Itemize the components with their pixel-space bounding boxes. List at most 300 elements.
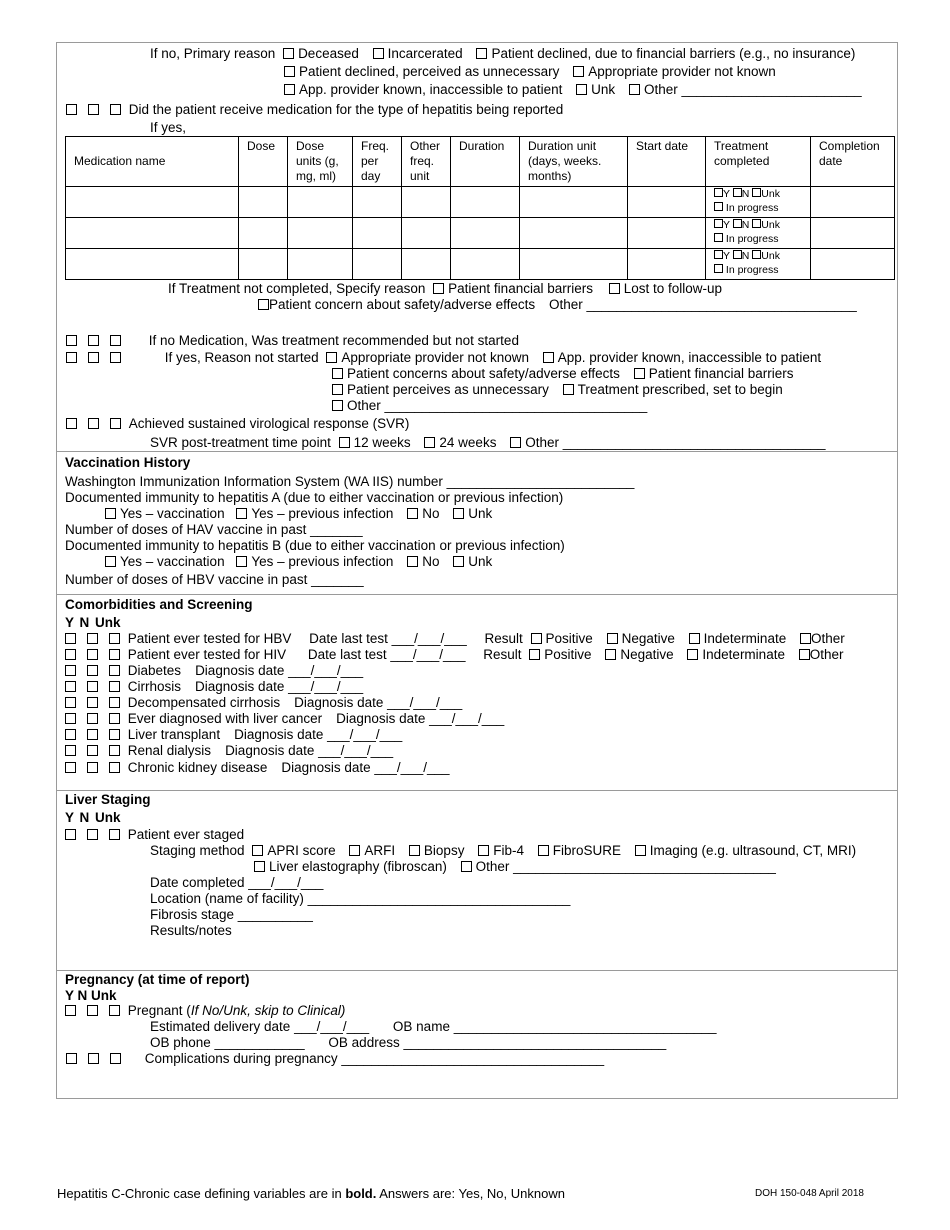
completed-unk-checkbox[interactable]: [752, 188, 761, 197]
table-cell[interactable]: [520, 218, 628, 249]
yes-checkbox[interactable]: [65, 633, 76, 644]
svr-12-weeks-checkbox[interactable]: [339, 437, 350, 448]
ever-staged-row: [65, 827, 244, 843]
staging-other-field[interactable]: Other ___________________________________: [475, 859, 776, 874]
biopsy-label: Biopsy: [423, 843, 465, 858]
svr-24-weeks-label: 24 weeks: [439, 435, 497, 450]
biopsy-checkbox[interactable]: [409, 845, 420, 856]
column-header: Dose units (g, mg, ml): [288, 137, 353, 187]
yes-checkbox[interactable]: [65, 745, 76, 756]
primary-reason-row-2: [284, 64, 776, 80]
no-checkbox[interactable]: [87, 762, 98, 773]
condition-row: [65, 727, 402, 743]
medication-question-row: [66, 102, 563, 118]
declined-financial-checkbox[interactable]: [476, 48, 487, 59]
in-progress-checkbox[interactable]: [714, 233, 723, 242]
yes-checkbox[interactable]: [66, 352, 77, 363]
pregnant-label: Pregnant (: [127, 1003, 191, 1018]
elastography-label: Liver elastography (fibroscan): [269, 859, 447, 874]
column-header: Dose: [239, 137, 288, 187]
ob-name-field[interactable]: OB name ___________________________________: [392, 1019, 717, 1034]
footer-note: [57, 1186, 565, 1201]
rns-other-checkbox[interactable]: [332, 400, 343, 411]
table-cell[interactable]: [288, 187, 353, 218]
condition-label: Liver transplant: [127, 727, 221, 742]
hepa-yes-vaccination-checkbox[interactable]: [105, 508, 116, 519]
ever-staged-label: Patient ever staged: [127, 827, 245, 842]
completed-n-checkbox[interactable]: [733, 250, 742, 259]
deceased-checkbox[interactable]: [283, 48, 294, 59]
provider-not-known-checkbox[interactable]: [573, 66, 584, 77]
no-medication-row: [66, 333, 519, 349]
medication-cell[interactable]: [66, 187, 239, 218]
negative-label: Negative: [621, 631, 675, 646]
negative-label: Negative: [620, 647, 674, 662]
hepb-immunity-question: Documented immunity to hepatitis B (due to either vaccination or previous infection): [65, 538, 565, 553]
unk-checkbox[interactable]: [109, 762, 120, 773]
yes-checkbox[interactable]: [66, 335, 77, 346]
svr-time-row: [150, 435, 826, 451]
elastography-checkbox[interactable]: [254, 861, 265, 872]
hepb-immunity-options: [105, 554, 492, 570]
hiv-indeterminate-checkbox[interactable]: [687, 649, 698, 660]
yes-checkbox[interactable]: [65, 762, 76, 773]
lost-follow-up-label: Lost to follow-up: [623, 281, 723, 296]
results-notes-label: Results/notes: [150, 923, 232, 938]
y-label: Y: [723, 219, 730, 231]
condition-label: Decompensated cirrhosis: [127, 695, 281, 710]
reason-not-started-row-2: [332, 366, 794, 382]
svr-other-checkbox[interactable]: [510, 437, 521, 448]
diagnosis-date-field[interactable]: Diagnosis date ___/___/___: [294, 695, 463, 710]
rns-unnecessary-checkbox[interactable]: [332, 384, 343, 395]
no-checkbox[interactable]: [88, 104, 99, 115]
reason-not-started-row: [66, 350, 821, 366]
hiv-other-checkbox[interactable]: [799, 649, 810, 660]
unk-checkbox[interactable]: [109, 745, 120, 756]
hbv-test-row: [65, 631, 845, 647]
rns-safety-checkbox[interactable]: [332, 368, 343, 379]
table-cell[interactable]: [451, 218, 520, 249]
column-header: Duration: [451, 137, 520, 187]
imaging-label: Imaging (e.g. ultrasound, CT, MRI): [649, 843, 857, 858]
in-progress-checkbox[interactable]: [714, 202, 723, 211]
column-header: Freq. per day: [353, 137, 402, 187]
imaging-checkbox[interactable]: [635, 845, 646, 856]
yes-infection-label: Yes – previous infection: [251, 506, 394, 521]
staging-method-row-2: [254, 859, 776, 875]
rns-safety-label: Patient concerns about safety/adverse effects: [347, 366, 620, 381]
table-cell[interactable]: [402, 218, 451, 249]
incarcerated-label: Incarcerated: [387, 46, 463, 61]
delivery-row: [150, 1019, 716, 1035]
svr-question: Achieved sustained virological response (SVR): [128, 416, 410, 431]
rns-provider-inaccessible-checkbox[interactable]: [543, 352, 554, 363]
no-label: No: [422, 506, 440, 521]
primary-other-label[interactable]: Other ________________________: [643, 82, 862, 97]
rns-financial-label: Patient financial barriers: [648, 366, 794, 381]
unk-label: Unk: [468, 506, 493, 521]
completed-y-checkbox[interactable]: [714, 219, 723, 228]
liver-staging-title: Liver Staging: [65, 792, 151, 807]
section-divider: [56, 790, 898, 791]
yes-checkbox[interactable]: [65, 729, 76, 740]
diagnosis-date-field[interactable]: Diagnosis date ___/___/___: [234, 727, 403, 742]
unk-checkbox[interactable]: [110, 104, 121, 115]
safety-concern-label: Patient concern about safety/adverse effects: [269, 297, 536, 312]
table-cell[interactable]: [451, 187, 520, 218]
section-divider: [56, 970, 898, 971]
column-header: Duration unit (days, weeks. months): [520, 137, 628, 187]
no-checkbox[interactable]: [88, 335, 99, 346]
footer-note-bold: bold.: [345, 1186, 377, 1201]
table-cell[interactable]: [353, 218, 402, 249]
unk-checkbox[interactable]: [109, 697, 120, 708]
unk-label: Unk: [761, 219, 780, 231]
table-cell[interactable]: [288, 218, 353, 249]
unk-checkbox[interactable]: [109, 1005, 120, 1016]
indeterminate-label: Indeterminate: [703, 631, 787, 646]
table-cell[interactable]: [451, 249, 520, 280]
table-cell[interactable]: [353, 249, 402, 280]
no-checkbox[interactable]: [88, 418, 99, 429]
no-checkbox[interactable]: [88, 352, 99, 363]
hbv-positive-checkbox[interactable]: [531, 633, 542, 644]
table-cell[interactable]: [811, 218, 895, 249]
condition-row: [65, 679, 363, 695]
fibrosure-label: FibroSURE: [552, 843, 622, 858]
unk-checkbox[interactable]: [109, 681, 120, 692]
footer-note-answers: Answers are: Yes, No, Unknown: [376, 1186, 565, 1201]
hepa-immunity-options: [105, 506, 492, 522]
rns-other-field[interactable]: Other ___________________________________: [347, 398, 648, 413]
table-cell[interactable]: [520, 249, 628, 280]
primary-unk-label: Unk: [591, 82, 616, 97]
table-cell[interactable]: [628, 187, 706, 218]
no-medication-question: If no Medication, Was treatment recommended but not started: [148, 333, 519, 348]
not-completed-row: [168, 281, 722, 297]
arfi-label: ARFI: [364, 843, 396, 858]
diagnosis-date-field[interactable]: Diagnosis date ___/___/___: [225, 743, 394, 758]
hepb-yes-vaccination-checkbox[interactable]: [105, 556, 116, 567]
unk-checkbox[interactable]: [109, 829, 120, 840]
apri-checkbox[interactable]: [252, 845, 263, 856]
date-completed-field[interactable]: Date completed ___/___/___: [150, 875, 324, 890]
pregnancy-title: Pregnancy (at time of report): [65, 972, 250, 987]
column-header: Treatment completed: [706, 137, 811, 187]
yes-checkbox[interactable]: [66, 418, 77, 429]
yes-checkbox[interactable]: [65, 665, 76, 676]
delivery-date-field[interactable]: Estimated delivery date ___/___/___: [150, 1019, 370, 1034]
column-header: Completion date: [811, 137, 895, 187]
financial-barriers-label: Patient financial barriers: [448, 281, 593, 296]
table-cell[interactable]: [288, 249, 353, 280]
vaccination-title: Vaccination History: [65, 455, 191, 470]
medication-table: [65, 136, 895, 280]
yes-infection-label: Yes – previous infection: [251, 554, 394, 569]
condition-row: [65, 711, 504, 727]
not-completed-row-2: [258, 297, 857, 313]
svr-time-label: SVR post-treatment time point: [150, 435, 331, 450]
safety-concern-checkbox[interactable]: [258, 299, 269, 310]
column-header: Other freq. unit: [402, 137, 451, 187]
diagnosis-date-field[interactable]: Diagnosis date ___/___/___: [195, 679, 364, 694]
no-checkbox[interactable]: [87, 649, 98, 660]
condition-row: [65, 695, 462, 711]
no-checkbox[interactable]: [87, 633, 98, 644]
hiv-test-label: Patient ever tested for HIV: [127, 647, 287, 662]
hiv-negative-checkbox[interactable]: [605, 649, 616, 660]
in-progress-checkbox[interactable]: [714, 264, 723, 273]
ob-contact-row: [150, 1035, 666, 1051]
no-checkbox[interactable]: [87, 829, 98, 840]
completed-y-checkbox[interactable]: [714, 188, 723, 197]
yes-checkbox[interactable]: [66, 104, 77, 115]
doc-id: DOH 150-048 April 2018: [755, 1188, 864, 1199]
location-field[interactable]: Location (name of facility) ___________________________________: [150, 891, 571, 906]
completed-unk-checkbox[interactable]: [752, 250, 761, 259]
ynu-header: Y N Unk: [65, 988, 117, 1003]
not-completed-other-field[interactable]: Other ____________________________________: [548, 297, 857, 312]
no-checkbox[interactable]: [87, 665, 98, 676]
table-row: [66, 187, 895, 218]
table-cell[interactable]: [811, 249, 895, 280]
reason-not-started-label: If yes, Reason not started: [164, 350, 319, 365]
rns-prescribed-checkbox[interactable]: [563, 384, 574, 395]
diagnosis-date-field[interactable]: Diagnosis date ___/___/___: [336, 711, 505, 726]
completed-y-checkbox[interactable]: [714, 250, 723, 259]
yes-checkbox[interactable]: [65, 681, 76, 692]
unk-checkbox[interactable]: [110, 352, 121, 363]
medication-cell[interactable]: [66, 249, 239, 280]
table-cell[interactable]: [628, 218, 706, 249]
svr-row: [66, 416, 409, 432]
staging-other-checkbox[interactable]: [461, 861, 472, 872]
no-checkbox[interactable]: [87, 713, 98, 724]
unk-checkbox[interactable]: [110, 335, 121, 346]
no-checkbox[interactable]: [87, 745, 98, 756]
financial-barriers-checkbox[interactable]: [433, 283, 444, 294]
table-cell[interactable]: [402, 187, 451, 218]
hbv-test-label: Patient ever tested for HBV: [127, 631, 292, 646]
unk-checkbox[interactable]: [110, 1053, 121, 1064]
yes-checkbox[interactable]: [65, 697, 76, 708]
fib4-checkbox[interactable]: [478, 845, 489, 856]
complications-field[interactable]: Complications during pregnancy ___________________________________: [144, 1051, 605, 1066]
hepa-unk-checkbox[interactable]: [453, 508, 464, 519]
not-completed-label: If Treatment not completed, Specify reason: [168, 281, 426, 296]
reason-not-started-row-4: [332, 398, 647, 414]
table-cell[interactable]: [239, 249, 288, 280]
complications-row: [66, 1051, 604, 1067]
wa-iis-field[interactable]: Washington Immunization Information System (WA IIS) number _________________________: [65, 474, 635, 489]
reason-not-started-row-3: [332, 382, 783, 398]
in-progress-label: In progress: [725, 202, 779, 214]
yes-checkbox[interactable]: [65, 713, 76, 724]
n-label: N: [741, 188, 750, 200]
condition-row: [65, 760, 449, 776]
no-checkbox[interactable]: [88, 1053, 99, 1064]
staging-method-label: Staging method: [150, 843, 245, 858]
condition-row: [65, 743, 393, 759]
primary-unk-checkbox[interactable]: [576, 84, 587, 95]
y-label: Y: [723, 188, 730, 200]
arfi-checkbox[interactable]: [349, 845, 360, 856]
table-cell[interactable]: [628, 249, 706, 280]
hbv-indeterminate-checkbox[interactable]: [689, 633, 700, 644]
yes-vaccination-label: Yes – vaccination: [120, 506, 225, 521]
table-cell[interactable]: [239, 187, 288, 218]
hbv-other-checkbox[interactable]: [800, 633, 811, 644]
table-cell[interactable]: [520, 187, 628, 218]
lost-follow-up-checkbox[interactable]: [609, 283, 620, 294]
svr-12-weeks-label: 12 weeks: [353, 435, 411, 450]
unk-checkbox[interactable]: [110, 418, 121, 429]
condition-label: Renal dialysis: [127, 743, 212, 758]
table-cell[interactable]: [239, 218, 288, 249]
n-label: N: [741, 250, 750, 262]
no-checkbox[interactable]: [87, 697, 98, 708]
unk-label: Unk: [761, 188, 780, 200]
rns-prescribed-label: Treatment prescribed, set to begin: [577, 382, 783, 397]
provider-not-known-label: Appropriate provider not known: [588, 64, 776, 79]
condition-label: Diabetes: [127, 663, 182, 678]
positive-label: Positive: [545, 631, 593, 646]
table-row: [66, 218, 895, 249]
svr-other-field[interactable]: Other ___________________________________: [525, 435, 826, 450]
other-label: Other: [809, 647, 844, 662]
yes-checkbox[interactable]: [65, 1005, 76, 1016]
declined-unnecessary-checkbox[interactable]: [284, 66, 295, 77]
hav-doses-field[interactable]: Number of doses of HAV vaccine in past _______: [65, 522, 363, 537]
yes-vaccination-label: Yes – vaccination: [120, 554, 225, 569]
fibrosure-checkbox[interactable]: [538, 845, 549, 856]
table-cell[interactable]: [811, 187, 895, 218]
section-divider: [56, 594, 898, 595]
indeterminate-label: Indeterminate: [702, 647, 785, 662]
staging-method-row: [150, 843, 856, 859]
no-checkbox[interactable]: [87, 1005, 98, 1016]
provider-inaccessible-checkbox[interactable]: [284, 84, 295, 95]
rns-provider-not-known-label: Appropriate provider not known: [341, 350, 529, 365]
unk-label: Unk: [761, 250, 780, 262]
completed-unk-checkbox[interactable]: [752, 219, 761, 228]
declined-unnecessary-label: Patient declined, perceived as unnecessary: [299, 64, 560, 79]
completed-n-checkbox[interactable]: [733, 219, 742, 228]
fib4-label: Fib-4: [493, 843, 524, 858]
comorbidities-title: Comorbidities and Screening: [65, 597, 253, 612]
rns-provider-not-known-checkbox[interactable]: [326, 352, 337, 363]
hepb-unk-checkbox[interactable]: [453, 556, 464, 567]
unk-label: Unk: [468, 554, 493, 569]
hbv-date-field[interactable]: Date last test ___/___/___: [309, 631, 467, 646]
declined-financial-label: Patient declined, due to financial barriers (e.g., no insurance): [491, 46, 856, 61]
hiv-test-row: [65, 647, 844, 663]
primary-reason-row-3: [284, 82, 862, 98]
treatment-completed-cell: [706, 218, 811, 249]
medication-cell[interactable]: [66, 218, 239, 249]
primary-reason-row: [150, 46, 855, 62]
no-checkbox[interactable]: [87, 681, 98, 692]
unk-checkbox[interactable]: [109, 713, 120, 724]
if-yes-label: If yes,: [150, 120, 187, 135]
no-label: No: [422, 554, 440, 569]
provider-inaccessible-label: App. provider known, inaccessible to patient: [299, 82, 563, 97]
ynu-header: Y N Unk: [65, 810, 121, 825]
hepb-yes-infection-checkbox[interactable]: [236, 556, 247, 567]
no-checkbox[interactable]: [87, 729, 98, 740]
result-label: Result: [483, 647, 522, 662]
ynu-header: Y N Unk: [65, 615, 121, 630]
yes-checkbox[interactable]: [65, 649, 76, 660]
rns-unnecessary-label: Patient perceives as unnecessary: [347, 382, 549, 397]
condition-row: [65, 663, 363, 679]
table-row: [66, 249, 895, 280]
pregnant-row: [65, 1003, 345, 1019]
fibrosis-stage-field[interactable]: Fibrosis stage __________: [150, 907, 313, 922]
in-progress-label: In progress: [725, 264, 779, 276]
in-progress-label: In progress: [725, 233, 779, 245]
rns-financial-checkbox[interactable]: [634, 368, 645, 379]
column-header: Medication name: [66, 137, 239, 187]
condition-label: Chronic kidney disease: [127, 760, 268, 775]
hepb-no-checkbox[interactable]: [407, 556, 418, 567]
unk-checkbox[interactable]: [109, 729, 120, 740]
unk-checkbox[interactable]: [109, 649, 120, 660]
footer-note-text: Hepatitis C-Chronic case defining variables are in: [57, 1186, 346, 1201]
hepa-yes-infection-checkbox[interactable]: [236, 508, 247, 519]
apri-label: APRI score: [267, 843, 336, 858]
deceased-label: Deceased: [298, 46, 359, 61]
medication-question: Did the patient receive medication for the type of hepatitis being reported: [128, 102, 564, 117]
unk-checkbox[interactable]: [109, 633, 120, 644]
rns-provider-inaccessible-label: App. provider known, inaccessible to patient: [557, 350, 822, 365]
pregnant-note: If No/Unk, skip to Clinical): [190, 1003, 346, 1018]
result-label: Result: [484, 631, 523, 646]
hbv-doses-field[interactable]: Number of doses of HBV vaccine in past _______: [65, 572, 364, 587]
positive-label: Positive: [544, 647, 592, 662]
incarcerated-checkbox[interactable]: [373, 48, 384, 59]
section-divider: [56, 451, 898, 452]
yes-checkbox[interactable]: [66, 1053, 77, 1064]
primary-other-checkbox[interactable]: [629, 84, 640, 95]
hepa-no-checkbox[interactable]: [407, 508, 418, 519]
column-header: Start date: [628, 137, 706, 187]
hepa-immunity-question: Documented immunity to hepatitis A (due to either vaccination or previous infection): [65, 490, 564, 505]
hbv-negative-checkbox[interactable]: [607, 633, 618, 644]
treatment-completed-cell: [706, 249, 811, 280]
table-header-row: [66, 137, 895, 187]
treatment-completed-cell: [706, 187, 811, 218]
condition-label: Ever diagnosed with liver cancer: [127, 711, 323, 726]
n-label: N: [741, 219, 750, 231]
unk-checkbox[interactable]: [109, 665, 120, 676]
diagnosis-date-field[interactable]: Diagnosis date ___/___/___: [195, 663, 364, 678]
table-cell[interactable]: [353, 187, 402, 218]
primary-reason-label: If no, Primary reason: [150, 46, 276, 61]
hiv-positive-checkbox[interactable]: [529, 649, 540, 660]
table-cell[interactable]: [402, 249, 451, 280]
ob-address-field[interactable]: OB address ___________________________________: [328, 1035, 667, 1050]
diagnosis-date-field[interactable]: Diagnosis date ___/___/___: [281, 760, 450, 775]
y-label: Y: [723, 250, 730, 262]
svr-24-weeks-checkbox[interactable]: [424, 437, 435, 448]
hiv-date-field[interactable]: Date last test ___/___/___: [307, 647, 466, 662]
yes-checkbox[interactable]: [65, 829, 76, 840]
ob-phone-field[interactable]: OB phone ____________: [150, 1035, 305, 1050]
completed-n-checkbox[interactable]: [733, 188, 742, 197]
condition-label: Cirrhosis: [127, 679, 182, 694]
